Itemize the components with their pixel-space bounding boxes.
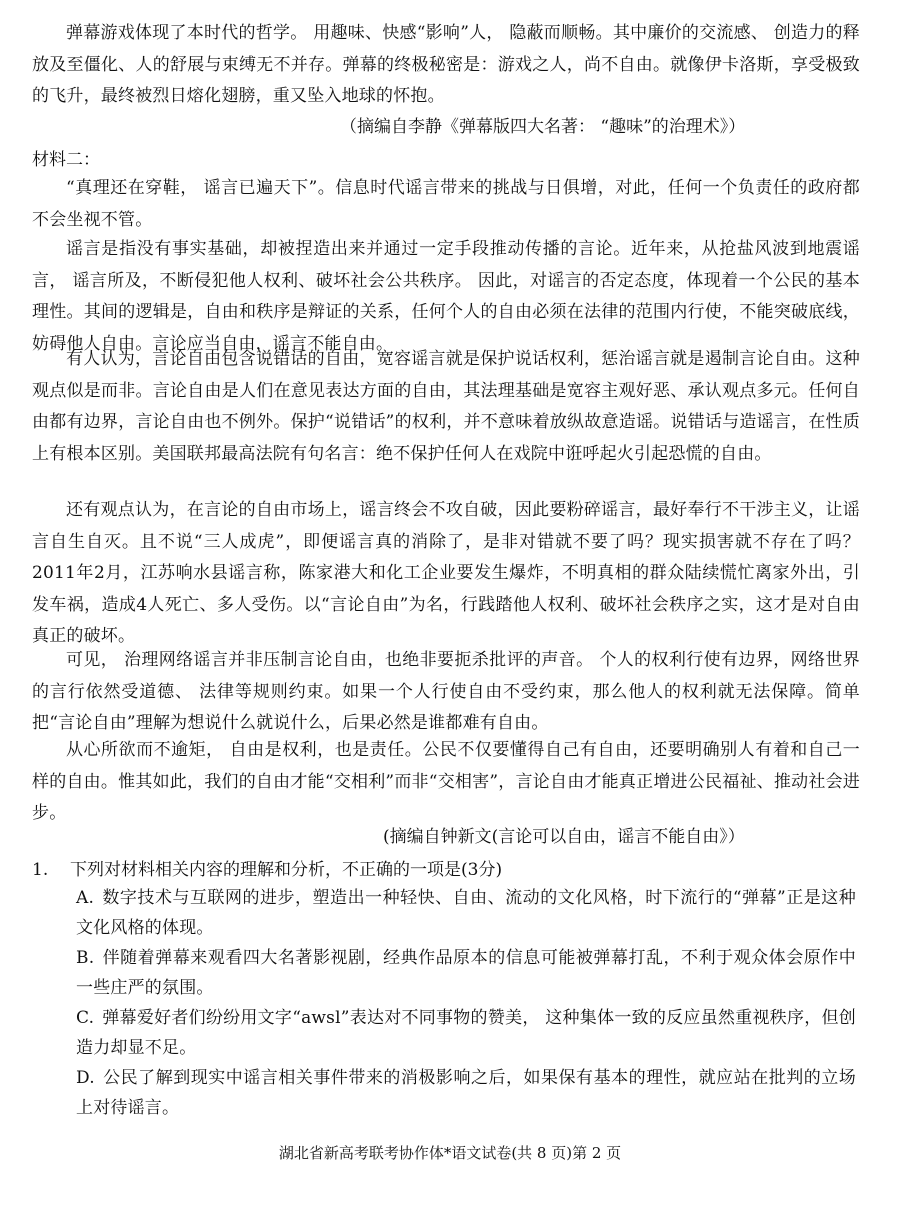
- question-number: 1.: [32, 860, 49, 880]
- material2-paragraph-3: 有人认为，言论自由包含说错话的自由，宽容谣言就是保护说话权利，惩治谣言就是遏制言论自由。这种观点似是而非。言论自由是人们在意见表达方面的自由，其法理基础是宽容主观好恶、承认观点多元。任何自由都有边界，言论自由也不例外。保护“说错话”的权利，并不意味着放纵故意造谣。说错话与造谣言，在性质上有根本区别。美国联邦最高法院有句名言：绝不保护任何人在戏院中诳呼起火引起恐慌的自由。: [32, 349, 860, 464]
- page-footer: 湖北省新高考联考协作体*语文试卷(共 8 页)第 2 页: [278, 1144, 622, 1162]
- option-d: [76, 1063, 856, 1123]
- option-letter: D.: [76, 1068, 95, 1088]
- option-letter: C.: [76, 1008, 95, 1028]
- option-c: [76, 1003, 856, 1063]
- material1-source: （摘编自李静《弹幕版四大名著： “趣味”的治理术》）: [340, 117, 746, 137]
- option-text: 公民了解到现实中谣言相关事件带来的消极影响之后，如果保有基本的理性，就应站在批判的立场上对待谣言。: [76, 1068, 856, 1118]
- material2-paragraph-2: 谣言是指没有事实基础，却被捏造出来并通过一定手段推动传播的言论。近年来，从抢盐风波到地震谣言， 谣言所及，不断侵犯他人权利、破坏社会公共秩序。 因此，对谣言的否定态度，体现着一个公民的基本理性。其间的逻辑是，自由和秩序是辩证的关系，任何个人的自由必须在法律的范围内行使，不能突破底线，妨碍他人自由。言论应当自由，谣言不能自由。: [32, 239, 860, 354]
- option-b: [76, 943, 856, 1003]
- material2-heading: 材料二：: [32, 150, 100, 170]
- option-text: 弹幕爱好者们纷纷用文字“awsl”表达对不同事物的赞美， 这种集体一致的反应虽然重视秩序，但创造力却显不足。: [76, 1008, 856, 1058]
- option-letter: B.: [76, 948, 95, 968]
- option-text: 伴随着弹幕来观看四大名著影视剧，经典作品原本的信息可能被弹幕打乱，不利于观众体会原作中一些庄严的氛围。: [76, 948, 856, 998]
- question-text: 下列对材料相关内容的理解和分析，不正确的一项是(3分): [70, 860, 503, 880]
- material2-paragraph-5: 可见， 治理网络谣言并非压制言论自由，也绝非要扼杀批评的声音。 个人的权利行使有边界，网络世界的言行依然受道德、 法律等规则约束。如果一个人行使自由不受约束，那么他人的权利就无法保障。简单把“言论自由”理解为想说什么就说什么，后果必然是谁都难有自由。: [32, 650, 860, 733]
- material1-paragraph: 弹幕游戏体现了本时代的哲学。 用趣味、快感“影响”人， 隐蔽而顺畅。其中廉价的交流感、 创造力的释放及至僵化、人的舒展与束缚无不并存。弹幕的终极秘密是：游戏之人，尚不自由。就像伊卡洛斯，享受极致的飞升，最终被烈日熔化翅膀，重又坠入地球的怀抱。: [32, 23, 860, 106]
- material2-paragraph-4: 还有观点认为，在言论的自由市场上，谣言终会不攻自破，因此要粉碎谣言，最好奉行不干涉主义，让谣言自生自灭。且不说“三人成虎”，即便谣言真的消除了，是非对错就不要了吗？现实损害就不存在了吗？2011年2月，江苏响水县谣言称，陈家港大和化工企业要发生爆炸，不明真相的群众陆续慌忙离家外出，引发车祸，造成4人死亡、多人受伤。以“言论自由”为名，行践踏他人权利、破坏社会秩序之实，这才是对自由真正的破坏。: [32, 500, 860, 646]
- material2-source: (摘编自钟新文(言论可以自由，谣言不能自由》）: [383, 827, 745, 847]
- material2-paragraph-1: “真理还在穿鞋， 谣言已遍天下”。信息时代谣言带来的挑战与日俱增，对此，任何一个负责任的政府都不会坐视不管。: [32, 178, 860, 230]
- option-a: [76, 883, 856, 943]
- option-text: 数字技术与互联网的进步，塑造出一种轻快、自由、流动的文化风格，时下流行的“弹幕”正是这种文化风格的体现。: [76, 888, 856, 938]
- material2-paragraph-6: 从心所欲而不逾矩， 自由是权利，也是责任。公民不仅要懂得自己有自由，还要明确别人有着和自己一样的自由。惟其如此，我们的自由才能“交相利”而非“交相害”，言论自由才能真正增进公民福祉、推动社会进步。: [32, 740, 860, 823]
- option-letter: A.: [76, 888, 95, 908]
- question-1-stem: [32, 858, 502, 882]
